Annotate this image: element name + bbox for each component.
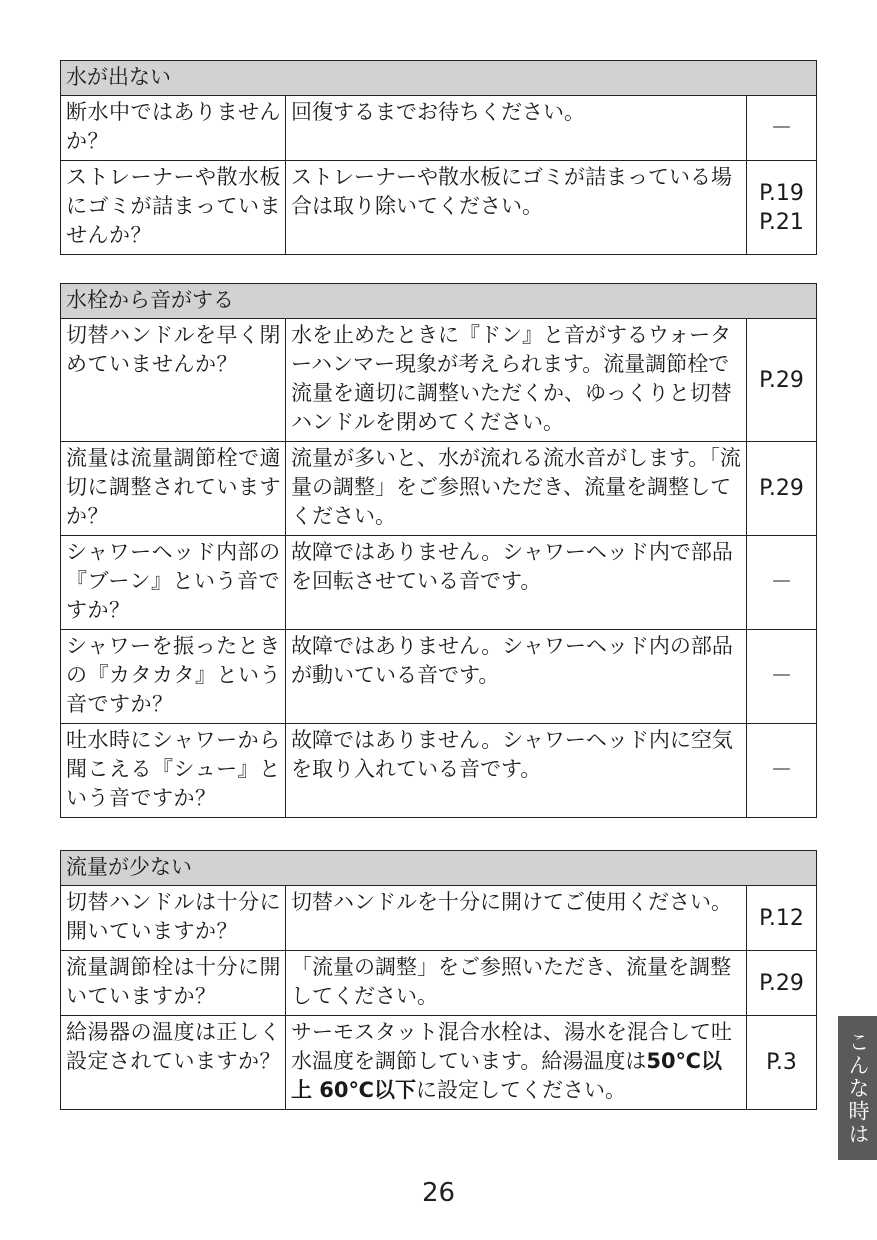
page-reference: P.19 P.21 [747, 161, 817, 255]
table-row [61, 442, 817, 536]
troubleshooting-table-noise [60, 283, 817, 818]
remedy-cell: 回復するまでお待ちください。 [286, 96, 747, 161]
troubleshooting-table-no-water [60, 60, 817, 255]
cause-cell: 吐水時にシャワーから聞こえる『シュー』という音ですか？ [61, 724, 286, 818]
remedy-cell: 切替ハンドルを十分に開けてご使用ください。 [286, 886, 747, 951]
cause-cell: 流量は流量調節栓で適切に調整されていますか？ [61, 442, 286, 536]
table-row [61, 951, 817, 1016]
page-reference: P.3 [747, 1016, 817, 1110]
remedy-text: に設定してください。 [415, 1078, 626, 1102]
temperature-range: 50℃以上 60℃以下 [291, 1049, 722, 1102]
table-row [61, 96, 817, 161]
cause-cell: シャワーヘッド内部の『ブーン』という音ですか？ [61, 536, 286, 630]
page-reference: P.29 [747, 442, 817, 536]
cause-cell: シャワーを振ったときの『カタカタ』という音ですか？ [61, 630, 286, 724]
page-reference: － [747, 96, 817, 161]
cause-cell: 切替ハンドルを早く閉めていませんか？ [61, 319, 286, 442]
cause-cell: 断水中ではありませんか？ [61, 96, 286, 161]
section-title: 流量が少ない [61, 851, 817, 886]
remedy-cell: 流量が多いと、水が流れる流水音がします。「流量の調整」をご参照いただき、流量を調整してください。 [286, 442, 747, 536]
remedy-cell: 「流量の調整」をご参照いただき、流量を調整してください。 [286, 951, 747, 1016]
page-reference: － [747, 724, 817, 818]
remedy-cell: ストレーナーや散水板にゴミが詰まっている場合は取り除いてください。 [286, 161, 747, 255]
page-reference: P.12 [747, 886, 817, 951]
remedy-cell [286, 1016, 747, 1110]
troubleshooting-table-low-flow [60, 850, 817, 1110]
table-row [61, 630, 817, 724]
cause-cell: 給湯器の温度は正しく設定されていますか？ [61, 1016, 286, 1110]
section-side-tab: こんな時は [838, 1016, 877, 1160]
table-row [61, 886, 817, 951]
remedy-text: サーモスタット混合水栓は、湯水を混合して吐水温度を調節しています。給湯温度は [291, 1020, 732, 1073]
page-reference: － [747, 536, 817, 630]
cause-cell: 流量調節栓は十分に開いていますか？ [61, 951, 286, 1016]
remedy-cell: 故障ではありません。シャワーヘッド内に空気を取り入れている音です。 [286, 724, 747, 818]
page-reference: － [747, 630, 817, 724]
cause-cell: ストレーナーや散水板にゴミが詰まっていませんか？ [61, 161, 286, 255]
section-title: 水栓から音がする [61, 284, 817, 319]
remedy-cell: 故障ではありません。シャワーヘッド内の部品が動いている音です。 [286, 630, 747, 724]
table-row [61, 724, 817, 818]
section-title: 水が出ない [61, 61, 817, 96]
remedy-cell: 故障ではありません。シャワーヘッド内で部品を回転させている音です。 [286, 536, 747, 630]
table-row [61, 319, 817, 442]
page-number: 26 [421, 1178, 456, 1208]
table-row [61, 536, 817, 630]
remedy-cell: 水を止めたときに『ドン』と音がするウォーターハンマー現象が考えられます。流量調節栓で流量を適切に調整いただくか、ゆっくりと切替ハンドルを閉めてください。 [286, 319, 747, 442]
table-row [61, 161, 817, 255]
table-row [61, 1016, 817, 1110]
page-reference: P.29 [747, 319, 817, 442]
page-reference: P.29 [747, 951, 817, 1016]
cause-cell: 切替ハンドルは十分に開いていますか？ [61, 886, 286, 951]
